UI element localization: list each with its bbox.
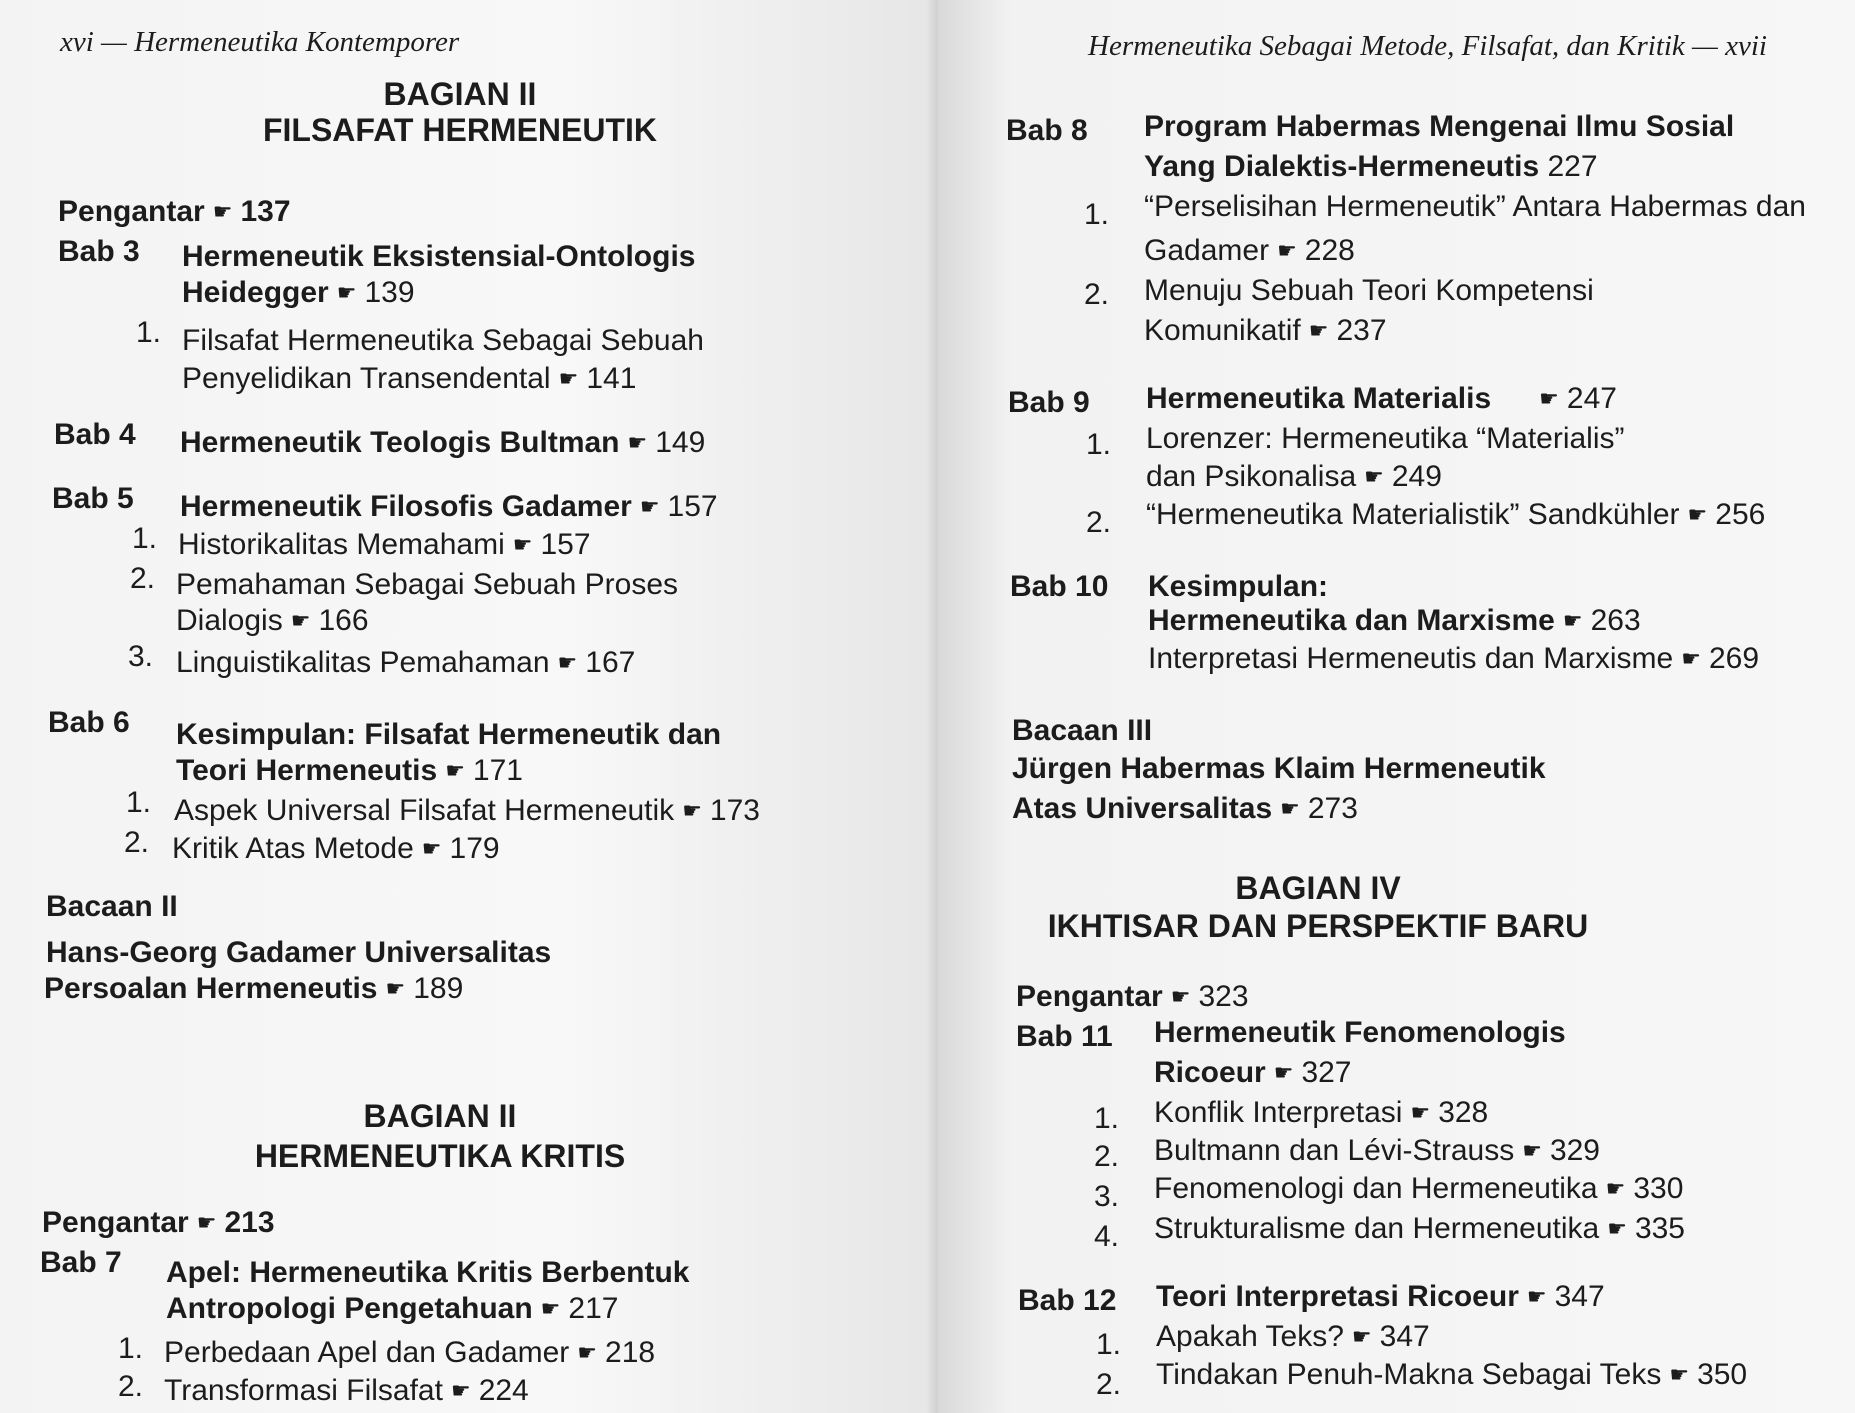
chapter-label: Bab 3 [58, 235, 140, 268]
toc-section-cont[interactable]: Penyelidikan Transendental ☛ 141 [182, 362, 637, 395]
toc-entry-bacaan3-cont[interactable]: Atas Universalitas ☛ 273 [1012, 792, 1358, 825]
section-number: 1. [132, 522, 158, 555]
pointing-hand-icon: ☛ [421, 836, 442, 861]
toc-section[interactable]: Pemahaman Sebagai Sebuah Proses [176, 568, 679, 601]
toc-entry-bab10-cont[interactable]: Hermeneutika dan Marxisme ☛ 263 [1148, 604, 1641, 637]
pointing-hand-icon: ☛ [445, 758, 465, 783]
pointing-hand-icon: ☛ [1526, 1284, 1547, 1309]
pointing-hand-icon: ☛ [557, 650, 578, 675]
pointing-hand-icon: ☛ [639, 494, 660, 519]
pointing-hand-icon: ☛ [1607, 1216, 1627, 1241]
section-number: 1. [1096, 1328, 1122, 1361]
toc-section[interactable]: Filsafat Hermeneutika Sebagai Sebuah [182, 324, 704, 357]
pointing-hand-icon: ☛ [577, 1340, 598, 1365]
toc-section[interactable]: Fenomenologi dan Hermeneutika ☛ 330 [1154, 1172, 1684, 1205]
pointing-hand-icon: ☛ [1364, 464, 1384, 489]
toc-section[interactable]: Lorenzer: Hermeneutika “Materialis” [1146, 422, 1625, 455]
toc-section[interactable]: Interpretasi Hermeneutis dan Marxisme ☛ 269 [1148, 642, 1760, 675]
section-number: 2. [1094, 1140, 1120, 1173]
pointing-hand-icon: ☛ [212, 199, 233, 224]
reading-label: Bacaan II [46, 890, 178, 923]
pointing-hand-icon: ☛ [540, 1296, 561, 1321]
toc-entry-bab9[interactable]: Hermeneutika Materialis ☛ 247 [1146, 382, 1617, 415]
toc-section[interactable]: “Perselisihan Hermeneutik” Antara Habermas dan [1144, 190, 1806, 223]
toc-entry-bab5[interactable]: Hermeneutik Filosofis Gadamer ☛ 157 [180, 490, 718, 523]
toc-section[interactable]: Konflik Interpretasi ☛ 328 [1154, 1096, 1489, 1129]
toc-section[interactable]: Linguistikalitas Pemahaman ☛ 167 [176, 646, 636, 679]
part-title: FILSAFAT HERMENEUTIK [262, 112, 658, 148]
part-label: BAGIAN II [383, 76, 537, 112]
toc-section[interactable]: Historikalitas Memahami ☛ 157 [178, 528, 591, 561]
pointing-hand-icon: ☛ [1605, 1176, 1626, 1201]
pointing-hand-icon: ☛ [1277, 238, 1297, 263]
chapter-label: Bab 4 [54, 418, 136, 451]
pointing-hand-icon: ☛ [1308, 318, 1329, 343]
pointing-hand-icon: ☛ [1669, 1362, 1690, 1387]
pointing-hand-icon: ☛ [1280, 796, 1300, 821]
pointing-hand-icon: ☛ [1273, 1060, 1294, 1085]
running-head-right: Hermeneutika Sebagai Metode, Filsafat, dan Kritik — xvii [1088, 30, 1767, 62]
section-number: 2. [130, 562, 156, 595]
toc-entry-bab6-cont[interactable]: Teori Hermeneutis ☛ 171 [176, 754, 523, 787]
pointing-hand-icon: ☛ [1539, 386, 1559, 411]
section-number: 3. [128, 640, 154, 673]
toc-entry-bab6[interactable]: Kesimpulan: Filsafat Hermeneutik dan [176, 718, 722, 751]
section-number: 1. [126, 786, 152, 819]
pointing-hand-icon: ☛ [1410, 1100, 1431, 1125]
chapter-label: Bab 6 [48, 706, 130, 739]
right-page [938, 0, 1855, 1413]
pointing-hand-icon: ☛ [1681, 646, 1701, 671]
pointing-hand-icon: ☛ [1687, 502, 1708, 527]
toc-entry-bacaan2-cont[interactable]: Persoalan Hermeneutis ☛ 189 [44, 972, 464, 1005]
chapter-label: Bab 11 [1016, 1020, 1113, 1053]
toc-entry-bab11[interactable]: Hermeneutik Fenomenologis [1154, 1016, 1566, 1049]
toc-entry-bab4[interactable]: Hermeneutik Teologis Bultman ☛ 149 [180, 426, 706, 459]
toc-entry-bab10[interactable]: Kesimpulan: [1148, 570, 1329, 603]
toc-section[interactable]: Tindakan Penuh-Makna Sebagai Teks ☛ 350 [1156, 1358, 1748, 1391]
part-label: BAGIAN II [363, 1098, 517, 1134]
toc-section[interactable]: “Hermeneutika Materialistik” Sandkühler ☛ 256 [1146, 498, 1766, 531]
pointing-hand-icon: ☛ [682, 798, 702, 823]
toc-section[interactable]: Bultmann dan Lévi-Strauss ☛ 329 [1154, 1134, 1600, 1167]
section-number: 1. [136, 316, 162, 349]
chapter-label: Bab 5 [52, 482, 134, 515]
section-number: 1. [118, 1332, 144, 1365]
toc-entry-bab3[interactable]: Hermeneutik Eksistensial-Ontologis [182, 240, 696, 273]
toc-section-cont[interactable]: Dialogis ☛ 166 [176, 604, 369, 637]
toc-entry-pengantar[interactable]: Pengantar ☛ 137 [58, 195, 291, 228]
toc-section[interactable]: Apakah Teks? ☛ 347 [1156, 1320, 1430, 1353]
section-number: 2. [1084, 278, 1110, 311]
chapter-label: Bab 12 [1018, 1284, 1117, 1317]
pointing-hand-icon: ☛ [558, 366, 579, 391]
section-number: 1. [1084, 198, 1110, 231]
chapter-label: Bab 10 [1010, 570, 1109, 603]
section-number: 2. [1086, 506, 1112, 539]
toc-section-cont[interactable]: Komunikatif ☛ 237 [1144, 314, 1387, 347]
pointing-hand-icon: ☛ [1351, 1324, 1372, 1349]
toc-section[interactable]: Menuju Sebuah Teori Kompetensi [1144, 274, 1594, 307]
toc-section[interactable]: Kritik Atas Metode ☛ 179 [172, 832, 500, 865]
toc-entry-bacaan3[interactable]: Jürgen Habermas Klaim Hermeneutik [1012, 752, 1546, 785]
chapter-label: Bab 9 [1008, 386, 1090, 419]
pointing-hand-icon: ☛ [1170, 984, 1191, 1009]
reading-label: Bacaan III [1012, 714, 1153, 747]
pointing-hand-icon: ☛ [627, 430, 648, 455]
section-number: 2. [1096, 1368, 1122, 1401]
pointing-hand-icon: ☛ [196, 1210, 217, 1235]
toc-section-cont[interactable]: Gadamer ☛ 228 [1144, 234, 1355, 267]
section-number: 1. [1086, 428, 1112, 461]
toc-entry-bab7-cont[interactable]: Antropologi Pengetahuan ☛ 217 [166, 1292, 619, 1325]
chapter-label: Bab 7 [40, 1246, 122, 1279]
section-number: 4. [1094, 1220, 1120, 1253]
pointing-hand-icon: ☛ [385, 976, 406, 1001]
part-label: BAGIAN IV [1235, 870, 1401, 906]
chapter-label: Bab 8 [1006, 114, 1088, 147]
running-head-left: xvi — Hermeneutika Kontemporer [60, 26, 460, 58]
toc-entry-bab7[interactable]: Apel: Hermeneutika Kritis Berbentuk [166, 1256, 690, 1289]
section-number: 1. [1094, 1102, 1120, 1135]
part-title: HERMENEUTIKA KRITIS [254, 1138, 626, 1174]
section-number: 3. [1094, 1180, 1120, 1213]
toc-entry-pengantar[interactable]: Pengantar ☛ 323 [1016, 980, 1249, 1013]
pointing-hand-icon: ☛ [336, 280, 357, 305]
part-title: IKHTISAR DAN PERSPEKTIF BARU [1047, 908, 1589, 944]
toc-section[interactable]: Transformasi Filsafat ☛ 224 [164, 1374, 529, 1407]
pointing-hand-icon: ☛ [1522, 1138, 1542, 1163]
toc-section[interactable]: Perbedaan Apel dan Gadamer ☛ 218 [164, 1336, 656, 1369]
toc-entry-pengantar[interactable]: Pengantar ☛ 213 [42, 1206, 275, 1239]
pointing-hand-icon: ☛ [450, 1378, 471, 1403]
toc-entry-bab8-cont[interactable]: Yang Dialektis-Hermeneutis 227 [1144, 150, 1598, 183]
pointing-hand-icon: ☛ [1562, 608, 1583, 633]
toc-section[interactable]: Aspek Universal Filsafat Hermeneutik ☛ 173 [174, 794, 760, 827]
pointing-hand-icon: ☛ [290, 608, 311, 633]
toc-entry-bacaan2[interactable]: Hans-Georg Gadamer Universalitas [46, 936, 552, 969]
toc-entry-bab12[interactable]: Teori Interpretasi Ricoeur ☛ 347 [1156, 1280, 1605, 1313]
toc-section-cont[interactable]: dan Psikonalisa ☛ 249 [1146, 460, 1442, 493]
toc-section[interactable]: Strukturalisme dan Hermeneutika ☛ 335 [1154, 1212, 1685, 1245]
pointing-hand-icon: ☛ [512, 532, 533, 557]
section-number: 2. [124, 826, 150, 859]
toc-entry-bab3-cont[interactable]: Heidegger ☛ 139 [182, 276, 415, 309]
section-number: 2. [118, 1370, 144, 1403]
toc-entry-bab8[interactable]: Program Habermas Mengenai Ilmu Sosial [1144, 110, 1735, 143]
toc-entry-bab11-cont[interactable]: Ricoeur ☛ 327 [1154, 1056, 1352, 1089]
